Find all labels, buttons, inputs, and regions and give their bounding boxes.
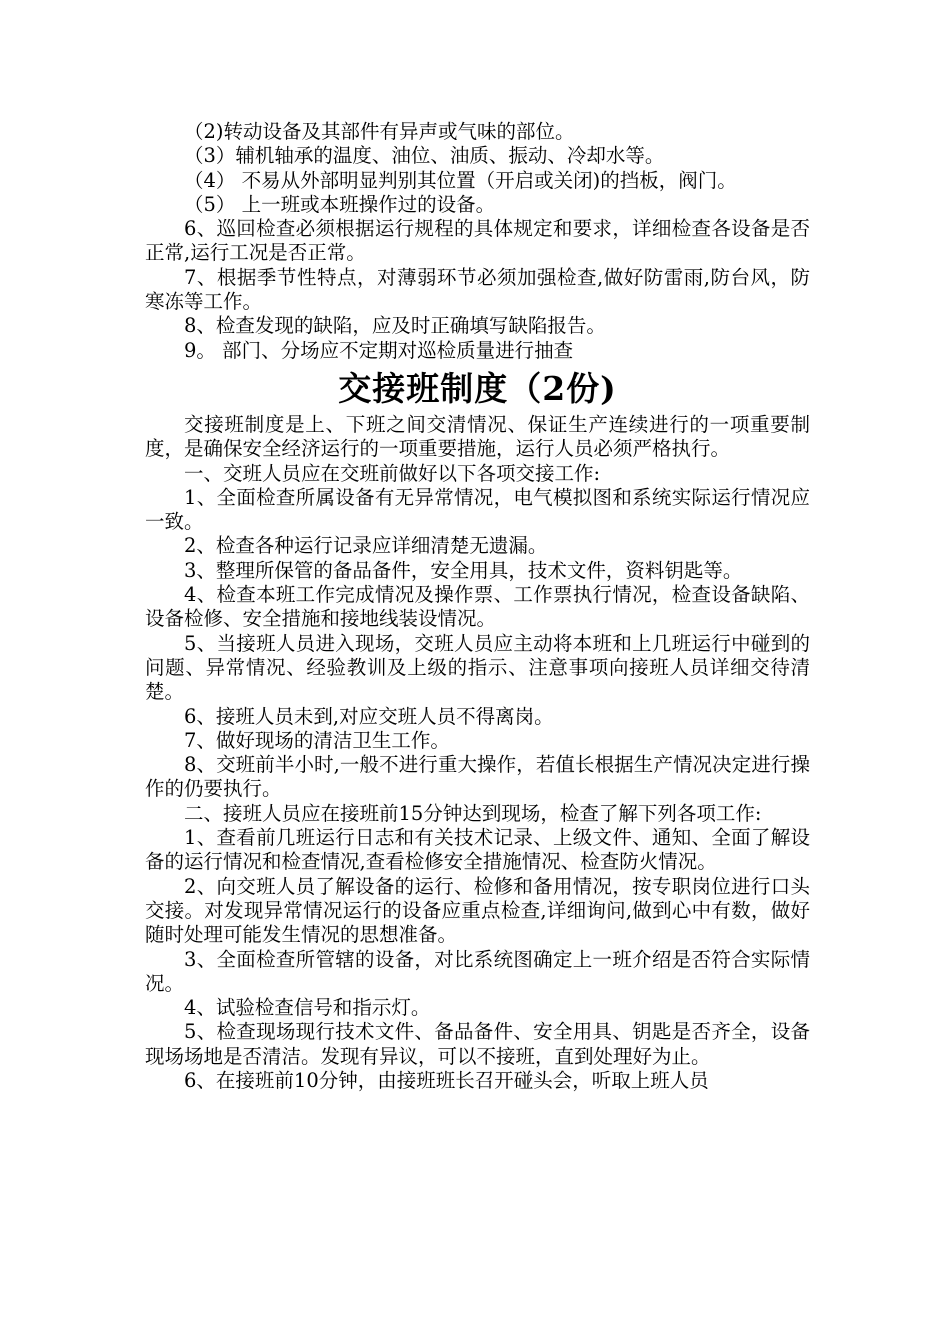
paragraph: 8、检查发现的缺陷，应及时正确填写缺陷报告。: [184, 314, 606, 338]
paragraph: 7、做好现场的清洁卫生工作。: [184, 728, 450, 752]
paragraph: 4、试验检查信号和指示灯。: [184, 996, 431, 1020]
section-heading: 二、接班人员应在接班前15分钟达到现场，检查了解下列各项工作:: [184, 801, 762, 825]
paragraph: 1、全面检查所属设备有无异常情况，电气模拟图和系统实际运行情况应一致。: [145, 485, 810, 534]
paragraph: 4、检查本班工作完成情况及操作票、工作票执行情况，检查设备缺陷、设备检修、安全措施和接地线装设情况。: [145, 583, 810, 631]
paragraph: 5、检查现场现行技术文件、备品备件、安全用具、钥匙是否齐全，设备现场场地是否清洁。发现有异议，可以不接班，直到处理好为止。: [145, 1020, 810, 1068]
section-heading: 一、交班人员应在交班前做好以下各项交接工作:: [184, 461, 601, 485]
list-item: （4） 不易从外部明显判别其位置（开启或关闭)的挡板，阀门。: [184, 168, 737, 192]
paragraph: 9。 部门、分场应不定期对巡检质量进行抽查: [184, 338, 574, 362]
paragraph: 8、交班前半小时,一般不进行重大操作，若值长根据生产情况决定进行操作的仍要执行。: [145, 753, 810, 801]
paragraph: 3、整理所保管的备品备件，安全用具，技术文件，资料钥匙等。: [184, 558, 743, 582]
paragraph: 6、巡回检查必须根据运行规程的具体规定和要求，详细检查各设备是否正常,运行工况是否正常。: [145, 217, 810, 265]
paragraph: 3、全面检查所管辖的设备，对比系统图确定上一班介绍是否符合实际情况。: [145, 947, 810, 995]
paragraph: 6、在接班前10分钟，由接班班长召开碰头会，听取上班人员: [184, 1068, 709, 1092]
paragraph: 6、接班人员未到,对应交班人员不得离岗。: [184, 704, 554, 728]
list-item: （3）辅机轴承的温度、油位、油质、振动、冷却水等。: [184, 144, 665, 168]
document-title: 交接班制度（2份): [338, 368, 617, 408]
document-content: [145, 120, 810, 1093]
list-item: （5） 上一班或本班操作过的设备。: [184, 192, 496, 216]
paragraph: 2、检查各种运行记录应详细清楚无遗漏。: [184, 534, 548, 558]
paragraph: 7、根据季节性特点，对薄弱环节必须加强检查,做好防雷雨,防台风，防寒冻等工作。: [145, 265, 810, 314]
paragraph: 2、向交班人员了解设备的运行、检修和备用情况，按专职岗位进行口头交接。对发现异常情况运行的设备应重点检查,详细询问,做到心中有数，做好随时处理可能发生情况的思想准备。: [145, 874, 810, 947]
paragraph: 1、查看前几班运行日志和有关技术记录、上级文件、通知、全面了解设备的运行情况和检查情况,查看检修安全措施情况、检查防火情况。: [145, 826, 810, 874]
paragraph: 5、当接班人员进入现场，交班人员应主动将本班和上几班运行中碰到的问题、异常情况、经验教训及上级的指示、注意事项向接班人员详细交待清楚。: [145, 631, 810, 704]
paragraph: 交接班制度是上、下班之间交清情况、保证生产连续进行的一项重要制度，是确保安全经济运行的一项重要措施，运行人员必须严格执行。: [145, 412, 810, 461]
list-item: （2)转动设备及其部件有异声或气味的部位。: [184, 120, 575, 143]
